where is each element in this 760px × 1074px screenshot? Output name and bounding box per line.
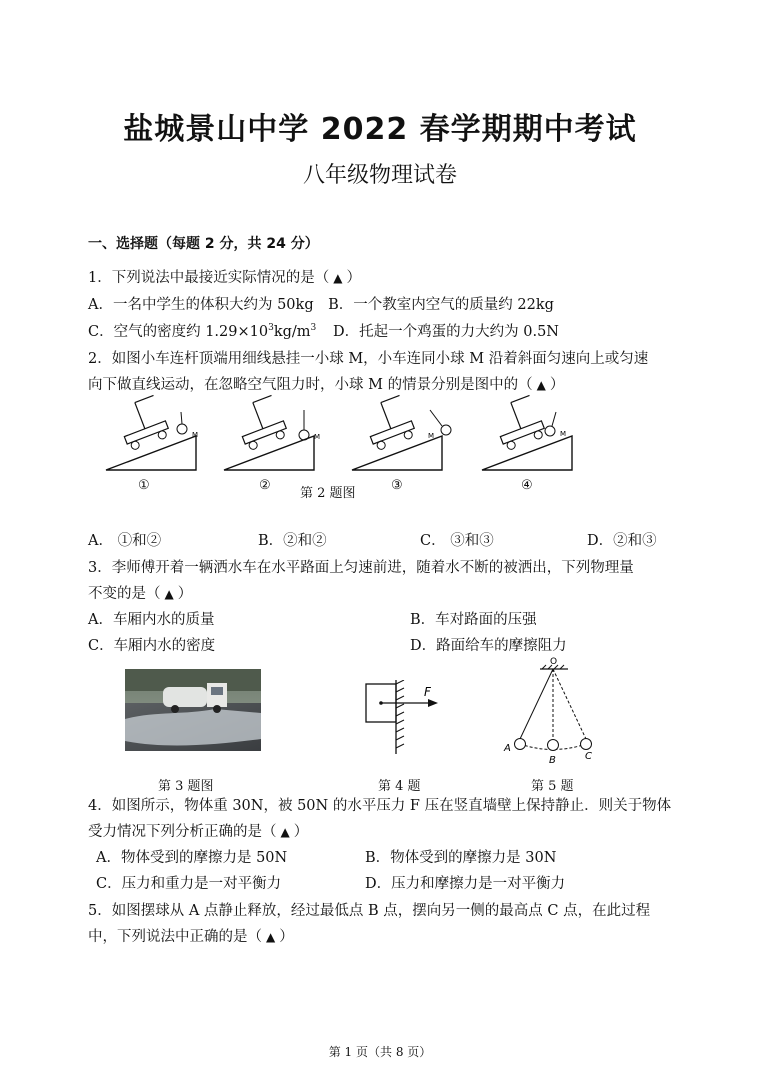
exam-title: 盐城景山中学 2022 春学期期中考试 [123,112,637,147]
ball-label-2: M [314,433,321,441]
q1-stem-close: ） [346,270,361,286]
q3-option-d: D．路面给车的摩擦阻力 [410,638,567,654]
q5-line1: 5．如图摆球从 A 点静止释放，经过最低点 B 点，摆向另一侧的最高点 C 点，在此过程 [88,903,651,919]
q1-stem-text: 1．下列说法中最接近实际情况的是（ [88,270,330,286]
q3-line2 [88,582,192,603]
fig3-caption: 第 3 题图 [158,779,214,794]
q1-option-d: D．托起一个鸡蛋的力大约为 0.5N [333,324,559,340]
q3-line2-text: 不变的是（ [88,586,161,602]
q2-option-b: B．②和② [258,533,327,549]
answer-marker-icon: ▲ [280,825,290,839]
point-a-label: A [504,743,511,754]
q4-line2-close: ） [293,824,309,840]
force-label: F [424,685,431,699]
ball-label-3: M [428,432,435,440]
q2-option-a: A． ①和② [88,533,162,549]
q3-option-a: A．车厢内水的质量 [88,612,215,628]
fig2-caption: 第 2 题图 [300,486,356,501]
q4-option-c: C．压力和重力是一对平衡力 [96,876,282,892]
fig4-caption: 第 4 题 [378,779,421,794]
q4-option-a: A．物体受到的摩擦力是 50N [96,850,288,866]
fig2-label-2: ② [259,478,271,493]
answer-marker-icon: ▲ [333,271,343,285]
q1-option-c-text: C．空气的密度约 1.29×10 [88,324,269,340]
answer-marker-icon: ▲ [266,930,276,944]
ball-label-1: M [192,431,199,439]
q1-option-c-exp: 3 [268,323,274,334]
point-b-label: B [549,755,556,765]
q3-option-b: B．车对路面的压强 [410,612,537,628]
q4-option-d: D．压力和摩擦力是一对平衡力 [365,876,566,892]
q4-line2 [88,820,308,841]
fig2-label-1: ① [138,478,150,493]
q1-option-c [88,320,316,341]
q2-option-d: D．②和③ [587,533,657,549]
q2-line2-text: 向下做直线运动，在忽略空气阻力时，小球 M 的情景分别是图中的（ [88,377,533,393]
q1-option-c-exp2: 3 [310,323,317,334]
q1-option-c-unit: kg/m [273,324,311,340]
fig5-caption: 第 5 题 [531,779,574,794]
q4-option-b: B．物体受到的摩擦力是 30N [365,850,557,866]
incline-cart-figure-4 [482,395,572,470]
q3-line1: 3．李师傅开着一辆洒水车在水平路面上匀速前进，随着水不断的被洒出，下列物理量 [88,560,634,576]
answer-marker-icon: ▲ [536,378,546,392]
fig2-label-4: ④ [521,478,533,493]
point-c-label: C [585,751,592,762]
q2-line2-close: ） [549,377,565,393]
q3-option-c: C．车厢内水的密度 [88,638,216,654]
q3-line2-close: ） [177,586,193,602]
answer-marker-icon: ▲ [164,587,174,601]
q2-figure [96,392,596,474]
q2-line2 [88,373,564,394]
section-heading: 一、选择题（每题 2 分，共 24 分） [88,236,319,252]
block-wall-figure [362,680,444,756]
pivot-label: O [550,657,558,667]
q5-line2-close: ） [279,929,294,945]
q5-line2-text: 中，下列说法中正确的是（ [88,929,262,945]
q2-option-c: C． ③和③ [420,533,494,549]
q4-line1: 4．如图所示，物体重 30N，被 50N 的水平压力 F 压在竖直墙壁上保持静止．则关于物体 [88,798,672,814]
exam-subtitle: 八年级物理试卷 [302,163,457,188]
fig2-label-3: ③ [391,478,403,493]
q5-line2 [88,925,294,946]
incline-cart-figure-1 [106,395,198,470]
q1-stem [88,266,361,287]
pendulum-figure [496,655,606,765]
ball-label-4: M [560,430,567,438]
incline-cart-figure-3 [352,395,451,470]
incline-cart-figure-2 [224,395,320,470]
q1-options-ab: A．一名中学生的体积大约为 50kg B．一个教室内空气的质量约 22kg [88,297,554,313]
page-footer: 第 1 页（共 8 页） [328,1045,432,1059]
q4-line2-text: 受力情况下列分析正确的是（ [88,824,277,840]
sprinkler-truck-photo [125,669,261,751]
q2-line1: 2．如图小车连杆顶端用细线悬挂一小球 M，小车连同小球 M 沿着斜面匀速向上或匀速 [88,351,649,367]
